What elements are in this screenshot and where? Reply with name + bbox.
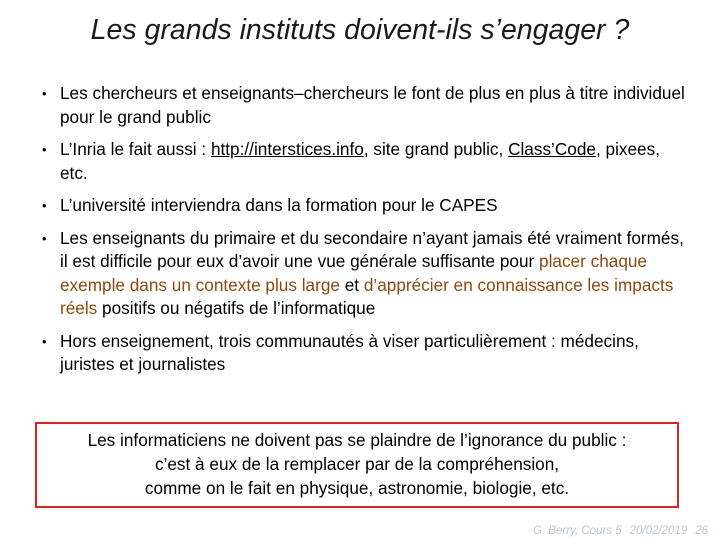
conclusion-line: c’est à eux de la remplacer par de la compréhension, bbox=[154, 454, 560, 474]
slide-footer bbox=[533, 524, 708, 538]
bullet-text: Les chercheurs et enseignants–chercheurs le font de plus en plus à titre individuel pour le grand public bbox=[60, 83, 685, 127]
classcode-link[interactable]: Class’Code bbox=[508, 139, 596, 159]
highlighted-phrase: placer chaque exemple dans un contexte plus large bbox=[60, 251, 647, 295]
bullet-text-mid: , site grand public, bbox=[363, 139, 509, 159]
bullet-text: L’université interviendra dans la formation pour le CAPES bbox=[60, 195, 498, 215]
footer-author: G. Berry, Cours 5 bbox=[533, 525, 622, 537]
bullet-text: Hors enseignement, trois communautés à viser particulièrement : médecins, juristes et journalistes bbox=[60, 330, 639, 374]
bullet-text-prefix: L’Inria le fait aussi : bbox=[60, 139, 211, 159]
bullet-list bbox=[42, 82, 692, 386]
interstices-link[interactable]: http://interstices.info bbox=[210, 139, 364, 159]
footer-date: 20/02/2019 bbox=[629, 525, 688, 537]
bullet-text-suffix: , pixees, etc. bbox=[60, 139, 660, 183]
highlighted-phrase: d’apprécier en connaissance les impacts réels bbox=[60, 274, 674, 318]
slide-title: Les grands instituts doivent-ils s’engager ? bbox=[90, 14, 630, 46]
bullet-text-prefix: Les enseignants du primaire et du secondaire n’ayant jamais été vraiment formés, il est difficile pour eux d’avoir une vue générale suffisante pour bbox=[60, 227, 684, 271]
bullet-item bbox=[42, 138, 692, 185]
conclusion-box bbox=[35, 422, 679, 508]
bullet-marker: • bbox=[42, 142, 47, 157]
bullet-item bbox=[42, 194, 692, 218]
conclusion-line: Les informaticiens ne doivent pas se plaindre de l’ignorance du public : bbox=[87, 430, 627, 450]
bullet-item bbox=[42, 82, 692, 129]
bullet-text-mid: et bbox=[339, 274, 364, 295]
bullet-item bbox=[42, 227, 692, 321]
bullet-item bbox=[42, 330, 692, 377]
bullet-marker: • bbox=[42, 86, 47, 101]
page-number: 26 bbox=[695, 525, 708, 537]
bullet-marker: • bbox=[42, 230, 47, 246]
bullet-text-suffix: positifs ou négatifs de l’informatique bbox=[97, 298, 376, 318]
bullet-marker: • bbox=[42, 333, 47, 349]
bullet-marker: • bbox=[42, 198, 47, 213]
conclusion-line: comme on le fait en physique, astronomie, biologie, etc. bbox=[144, 478, 570, 498]
